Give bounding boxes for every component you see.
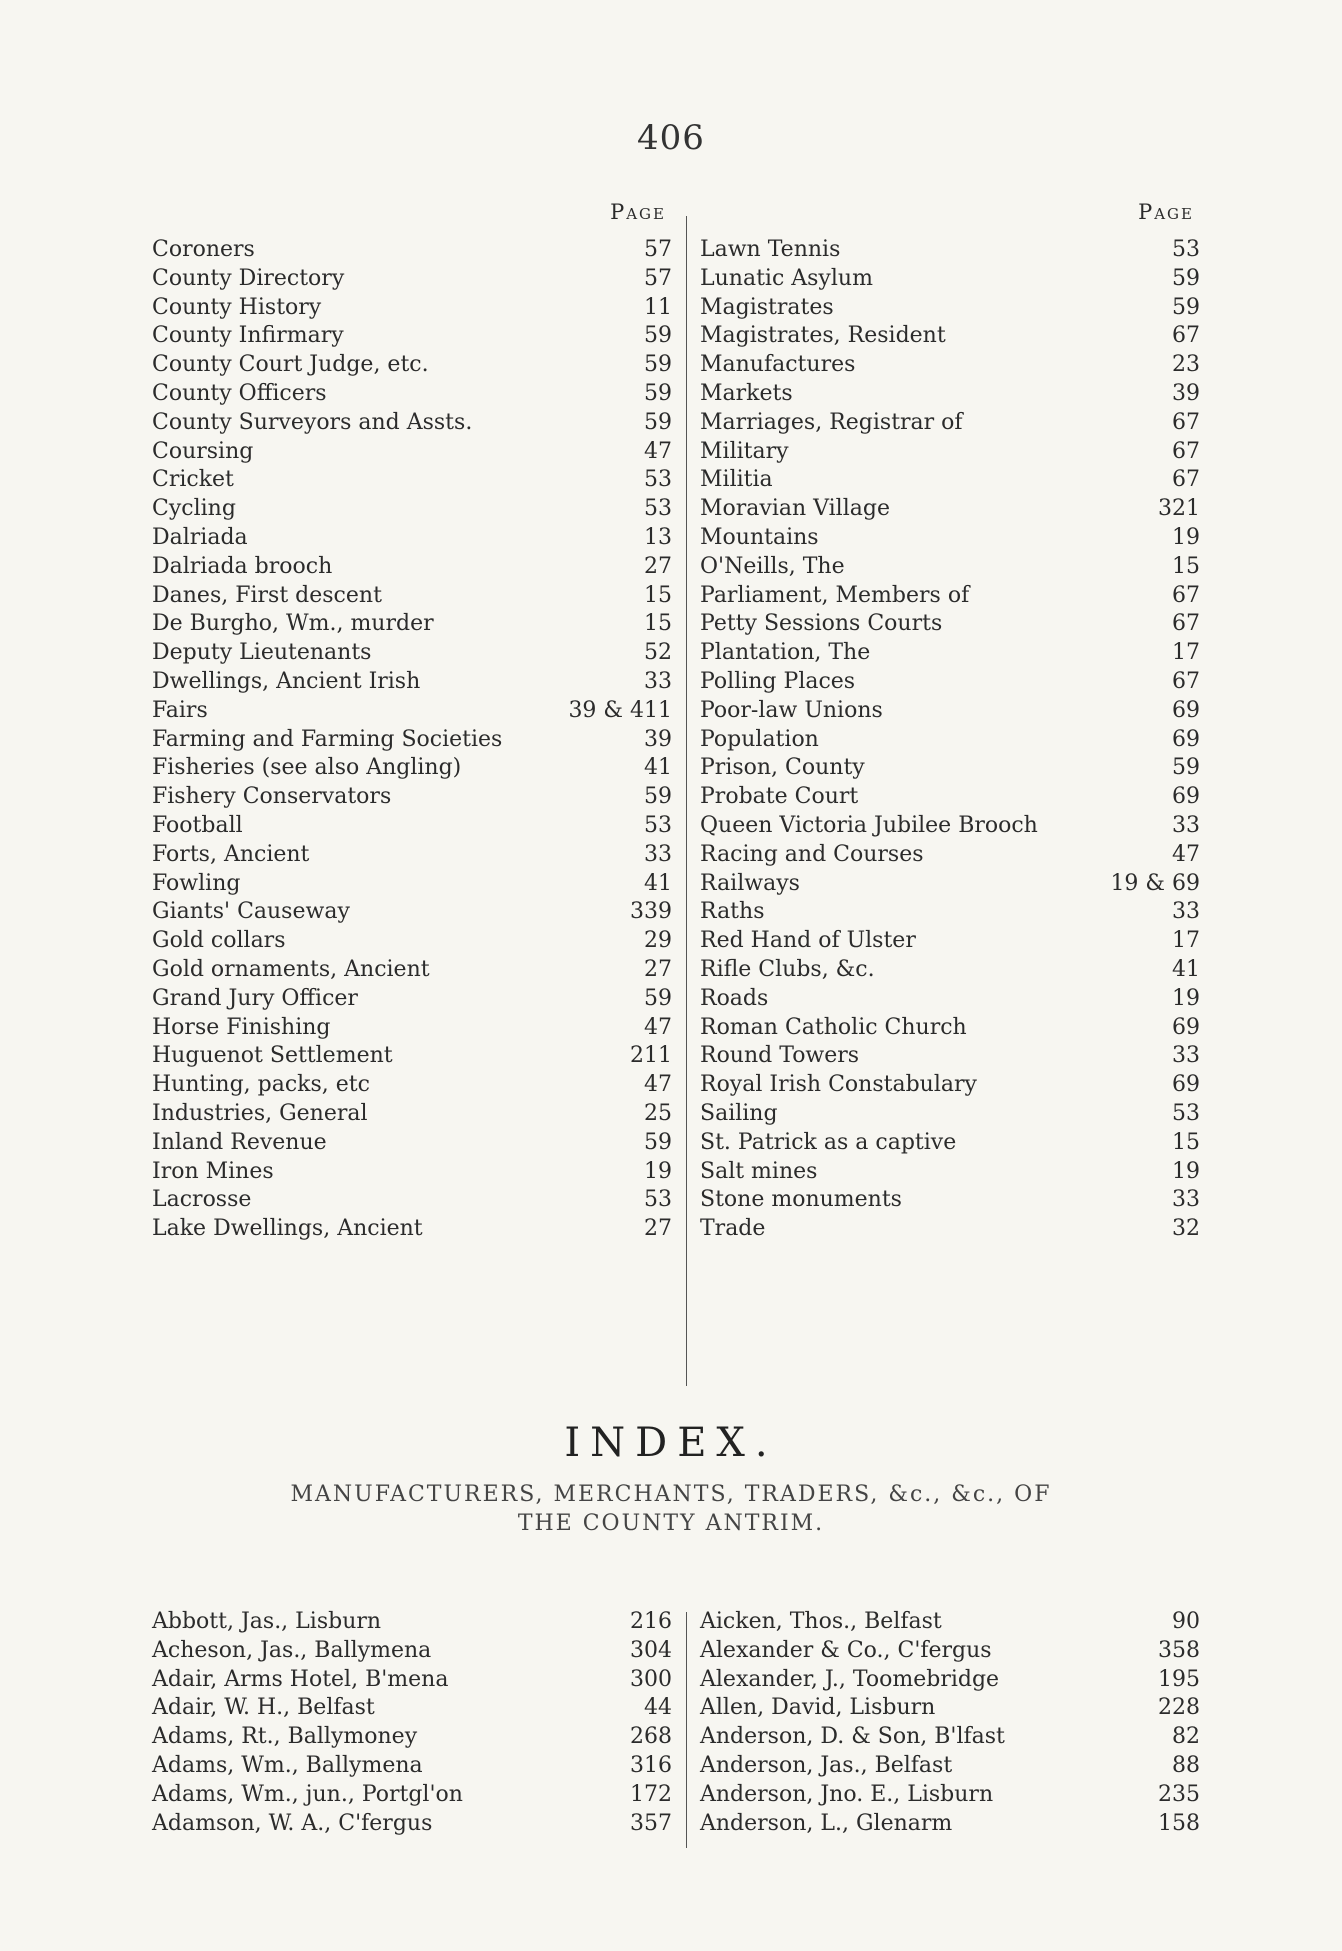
entry-page: 25 [644,1100,672,1126]
entry-name: Adams, Wm., jun., Portgl'on [152,1781,463,1807]
entry-name: Dalriada brooch [152,553,333,579]
entry-page: 41 [644,755,672,781]
index-entry [152,495,672,524]
entry-name: Allen, David, Lisburn [700,1695,936,1721]
entry-name: Population [700,726,819,752]
entry-page: 228 [1158,1695,1200,1721]
index-entry [152,1810,672,1839]
entry-page: 67 [1172,668,1200,694]
index-entry [700,466,1200,495]
entry-name: Magistrates, Resident [700,323,946,349]
index-subtitle [0,1480,1342,1538]
entry-page: 59 [644,1129,672,1155]
index-entry [152,1694,672,1723]
entry-name: Inland Revenue [152,1129,327,1155]
entry-name: County Directory [152,265,345,291]
entry-name: Parliament, Members of [700,582,970,608]
entry-page: 13 [644,524,672,550]
entry-name: Cricket [152,467,234,493]
entry-name: Coroners [152,237,255,262]
index-entry [700,524,1200,553]
entry-page: 57 [644,265,672,291]
entry-name: Anderson, L., Glenarm [700,1810,953,1836]
entry-page: 67 [1172,438,1200,464]
index-column-left [152,200,672,1244]
entry-name: Queen Victoria Jubilee Brooch [700,812,1038,838]
index-entry [152,726,672,755]
entry-page: 316 [630,1752,672,1778]
entry-name: Racing and Courses [700,841,924,867]
entry-page: 17 [1172,640,1200,666]
index-entry [700,582,1200,611]
entry-page: 27 [644,553,672,579]
trader-list [700,1608,1200,1838]
entry-name: Acheson, Jas., Ballymena [152,1637,432,1663]
entry-page: 29 [644,928,672,954]
entry-name: Gold collars [152,928,286,954]
entry-name: Gold ornaments, Ancient [152,956,430,982]
index-entry [700,754,1200,783]
index-entry [700,1781,1200,1810]
index-entry [152,1752,672,1781]
index-entry [152,380,672,409]
index-entry [152,265,672,294]
index-list [700,236,1200,1244]
index-entry [700,438,1200,467]
entry-name: County History [152,294,322,320]
entry-page: 53 [1172,237,1200,262]
entry-name: Militia [700,467,773,493]
entry-name: Lunatic Asylum [700,265,873,291]
index-entry [152,1014,672,1043]
index-entry [700,1158,1200,1187]
index-entry [152,697,672,726]
column-divider [686,1612,687,1848]
entry-page: 158 [1158,1810,1200,1836]
entry-page: 39 [1172,380,1200,406]
index-entry [152,812,672,841]
entry-name: Adams, Rt., Ballymoney [152,1724,418,1750]
entry-name: Industries, General [152,1100,368,1126]
index-subtitle-line: MANUFACTURERS, MERCHANTS, TRADERS, &c., &c., OF [290,1482,1052,1507]
entry-page: 41 [1172,956,1200,982]
index-entry [152,870,672,899]
entry-page: 15 [644,611,672,637]
entry-name: Abbott, Jas., Lisburn [152,1609,382,1634]
entry-page: 90 [1172,1609,1200,1634]
entry-name: Plantation, The [700,640,871,666]
entry-name: Mountains [700,524,819,550]
entry-page: 39 & 411 [568,697,672,723]
index-entry [152,1100,672,1129]
entry-page: 39 [644,726,672,752]
entry-page: 59 [644,352,672,378]
index-entry [152,438,672,467]
entry-page: 23 [1172,352,1200,378]
entry-page: 59 [644,784,672,810]
index-entry [152,985,672,1014]
entry-page: 53 [644,496,672,522]
entry-name: Marriages, Registrar of [700,409,963,435]
entry-name: Fairs [152,697,208,723]
index-entry [152,841,672,870]
entry-name: Polling Places [700,668,856,694]
entry-page: 321 [1158,496,1200,522]
entry-page: 53 [1172,1100,1200,1126]
entry-name: Round Towers [700,1043,860,1069]
entry-name: Military [700,438,789,464]
index-entry [700,927,1200,956]
index-entry [700,1042,1200,1071]
entry-name: Adair, Arms Hotel, B'mena [152,1666,449,1692]
index-entry [152,898,672,927]
entry-name: Lake Dwellings, Ancient [152,1216,423,1242]
entry-page: 33 [1172,1187,1200,1213]
index-entry [700,1810,1200,1839]
index-entry [700,956,1200,985]
entry-page: 11 [644,294,672,320]
index-entry [700,322,1200,351]
entry-name: County Infirmary [152,323,344,349]
entry-name: Markets [700,380,793,406]
index-entry [152,1781,672,1810]
entry-page: 27 [644,956,672,982]
entry-name: Red Hand of Ulster [700,928,916,954]
entry-page: 15 [1172,1129,1200,1155]
index-entry [700,668,1200,697]
index-entry [152,956,672,985]
entry-page: 33 [1172,1043,1200,1069]
entry-page: 17 [1172,928,1200,954]
entry-name: Trade [700,1216,766,1242]
entry-name: O'Neills, The [700,553,845,579]
entry-page: 67 [1172,409,1200,435]
entry-page: 172 [630,1781,672,1807]
index-entry [152,582,672,611]
entry-name: Manufactures [700,352,856,378]
entry-name: Railways [700,870,800,896]
index-entry [700,1071,1200,1100]
index-entry [700,351,1200,380]
entry-page: 59 [1172,755,1200,781]
index-entry [700,1186,1200,1215]
index-entry [152,927,672,956]
entry-name: Roman Catholic Church [700,1014,967,1040]
trader-column-left [152,1608,672,1838]
entry-name: Magistrates [700,294,834,320]
entry-page: 357 [630,1810,672,1836]
entry-page: 195 [1158,1666,1200,1692]
entry-name: Anderson, D. & Son, B'lfast [700,1724,1005,1750]
index-entry [152,1666,672,1695]
entry-page: 52 [644,640,672,666]
entry-name: Petty Sessions Courts [700,611,943,637]
entry-name: Lacrosse [152,1187,252,1213]
entry-name: Forts, Ancient [152,841,310,867]
index-entry [152,1129,672,1158]
entry-name: Giants' Causeway [152,899,350,925]
index-entry [152,1637,672,1666]
entry-name: Coursing [152,438,254,464]
entry-name: Deputy Lieutenants [152,640,372,666]
index-entry [700,1129,1200,1158]
index-list [152,236,672,1244]
entry-name: Sailing [700,1100,778,1126]
index-entry [700,812,1200,841]
entry-page: 300 [630,1666,672,1692]
entry-page: 358 [1158,1637,1200,1663]
entry-page: 82 [1172,1724,1200,1750]
entry-page: 59 [644,380,672,406]
entry-page: 53 [644,812,672,838]
entry-name: Royal Irish Constabulary [700,1072,977,1098]
entry-page: 59 [644,409,672,435]
index-entry [700,783,1200,812]
entry-page: 216 [630,1609,672,1634]
trader-column-right [700,1608,1200,1838]
entry-page: 33 [644,668,672,694]
index-entry [700,985,1200,1014]
index-entry [152,1723,672,1752]
entry-page: 47 [644,1014,672,1040]
entry-page: 15 [1172,553,1200,579]
index-entry [152,294,672,323]
index-entry [152,783,672,812]
entry-page: 32 [1172,1216,1200,1242]
entry-name: Alexander, J., Toomebridge [700,1666,1000,1692]
entry-page: 88 [1172,1752,1200,1778]
index-entry [152,639,672,668]
entry-page: 69 [1172,697,1200,723]
entry-page: 33 [1172,812,1200,838]
index-entry [700,1637,1200,1666]
index-entry [700,841,1200,870]
index-entry [152,1158,672,1187]
entry-page: 69 [1172,784,1200,810]
entry-name: Cycling [152,496,236,522]
index-entry [700,1608,1200,1637]
entry-page: 19 [644,1158,672,1184]
index-entry [152,322,672,351]
entry-name: De Burgho, Wm., murder [152,611,434,637]
entry-name: Rifle Clubs, &c. [700,956,875,982]
index-entry [152,351,672,380]
index-entry [700,1694,1200,1723]
entry-name: Poor-law Unions [700,697,883,723]
entry-page: 69 [1172,1072,1200,1098]
entry-page: 19 [1172,1158,1200,1184]
entry-name: Fisheries (see also Angling) [152,755,462,781]
entry-name: Stone monuments [700,1187,902,1213]
index-entry [700,236,1200,265]
entry-page: 339 [630,899,672,925]
index-entry [152,1215,672,1244]
entry-page: 59 [1172,265,1200,291]
entry-name: Iron Mines [152,1158,274,1184]
entry-page: 44 [644,1695,672,1721]
index-entry [700,726,1200,755]
entry-name: Raths [700,899,765,925]
entry-page: 59 [644,985,672,1011]
entry-page: 67 [1172,323,1200,349]
entry-page: 53 [644,1187,672,1213]
index-entry [700,610,1200,639]
entry-page: 59 [644,323,672,349]
entry-name: Lawn Tennis [700,237,841,262]
entry-name: Anderson, Jas., Belfast [700,1752,953,1778]
index-entry [152,754,672,783]
entry-name: Aicken, Thos., Belfast [700,1609,942,1634]
entry-page: 19 [1172,985,1200,1011]
index-entry [700,1752,1200,1781]
entry-page: 57 [644,237,672,262]
index-entry [700,898,1200,927]
index-entry [700,1014,1200,1043]
index-entry [700,380,1200,409]
entry-page: 47 [1172,841,1200,867]
entry-page: 19 & 69 [1110,870,1200,896]
entry-page: 27 [644,1216,672,1242]
entry-name: Danes, First descent [152,582,382,608]
index-entry [152,466,672,495]
entry-name: Salt mines [700,1158,818,1184]
page-number: 406 [637,118,705,158]
entry-page: 67 [1172,467,1200,493]
index-entry [152,236,672,265]
entry-page: 47 [644,438,672,464]
page-column-header: Page [610,200,666,224]
entry-name: Prison, County [700,755,865,781]
index-entry [152,1186,672,1215]
entry-name: Horse Finishing [152,1014,331,1040]
entry-name: Fishery Conservators [152,784,392,810]
entry-page: 304 [630,1637,672,1663]
entry-name: County Court Judge, etc. [152,352,429,378]
index-entry [152,409,672,438]
index-entry [152,610,672,639]
index-title: INDEX. [564,1420,778,1466]
entry-page: 67 [1172,611,1200,637]
trader-list [152,1608,672,1838]
index-entry [700,1100,1200,1129]
entry-page: 67 [1172,582,1200,608]
entry-page: 69 [1172,1014,1200,1040]
entry-name: County Surveyors and Assts. [152,409,473,435]
index-entry [700,1723,1200,1752]
entry-name: Grand Jury Officer [152,985,358,1011]
index-entry [700,495,1200,524]
index-entry [152,1071,672,1100]
index-entry [700,294,1200,323]
column-divider [686,216,687,1386]
index-entry [700,870,1200,899]
entry-name: Fowling [152,870,241,896]
entry-page: 59 [1172,294,1200,320]
index-entry [152,1042,672,1071]
entry-name: Alexander & Co., C'fergus [700,1637,992,1663]
index-entry [700,697,1200,726]
index-entry [700,265,1200,294]
index-entry [700,409,1200,438]
index-subtitle-line: THE COUNTY ANTRIM. [517,1511,825,1536]
index-entry [700,1215,1200,1244]
entry-page: 33 [644,841,672,867]
entry-page: 235 [1158,1781,1200,1807]
index-entry [700,553,1200,582]
index-entry [152,668,672,697]
index-entry [700,639,1200,668]
entry-name: Farming and Farming Societies [152,726,503,752]
entry-name: St. Patrick as a captive [700,1129,957,1155]
entry-name: Adamson, W. A., C'fergus [152,1810,433,1836]
entry-page: 19 [1172,524,1200,550]
entry-name: Football [152,812,243,838]
entry-name: Dalriada [152,524,248,550]
entry-name: Probate Court [700,784,859,810]
index-entry [152,553,672,582]
page-column-header: Page [1138,200,1194,224]
entry-page: 33 [1172,899,1200,925]
index-column-right [700,200,1200,1244]
entry-page: 268 [630,1724,672,1750]
entry-page: 47 [644,1072,672,1098]
entry-name: County Officers [152,380,327,406]
entry-name: Moravian Village [700,496,890,522]
entry-name: Dwellings, Ancient Irish [152,668,421,694]
entry-page: 15 [644,582,672,608]
entry-page: 41 [644,870,672,896]
entry-name: Huguenot Settlement [152,1043,393,1069]
index-entry [152,1608,672,1637]
entry-page: 211 [630,1043,672,1069]
entry-name: Anderson, Jno. E., Lisburn [700,1781,994,1807]
entry-page: 69 [1172,726,1200,752]
entry-name: Adams, Wm., Ballymena [152,1752,423,1778]
entry-name: Adair, W. H., Belfast [152,1695,375,1721]
entry-name: Hunting, packs, etc [152,1072,370,1098]
entry-page: 53 [644,467,672,493]
index-entry [152,524,672,553]
entry-name: Roads [700,985,769,1011]
index-entry [700,1666,1200,1695]
